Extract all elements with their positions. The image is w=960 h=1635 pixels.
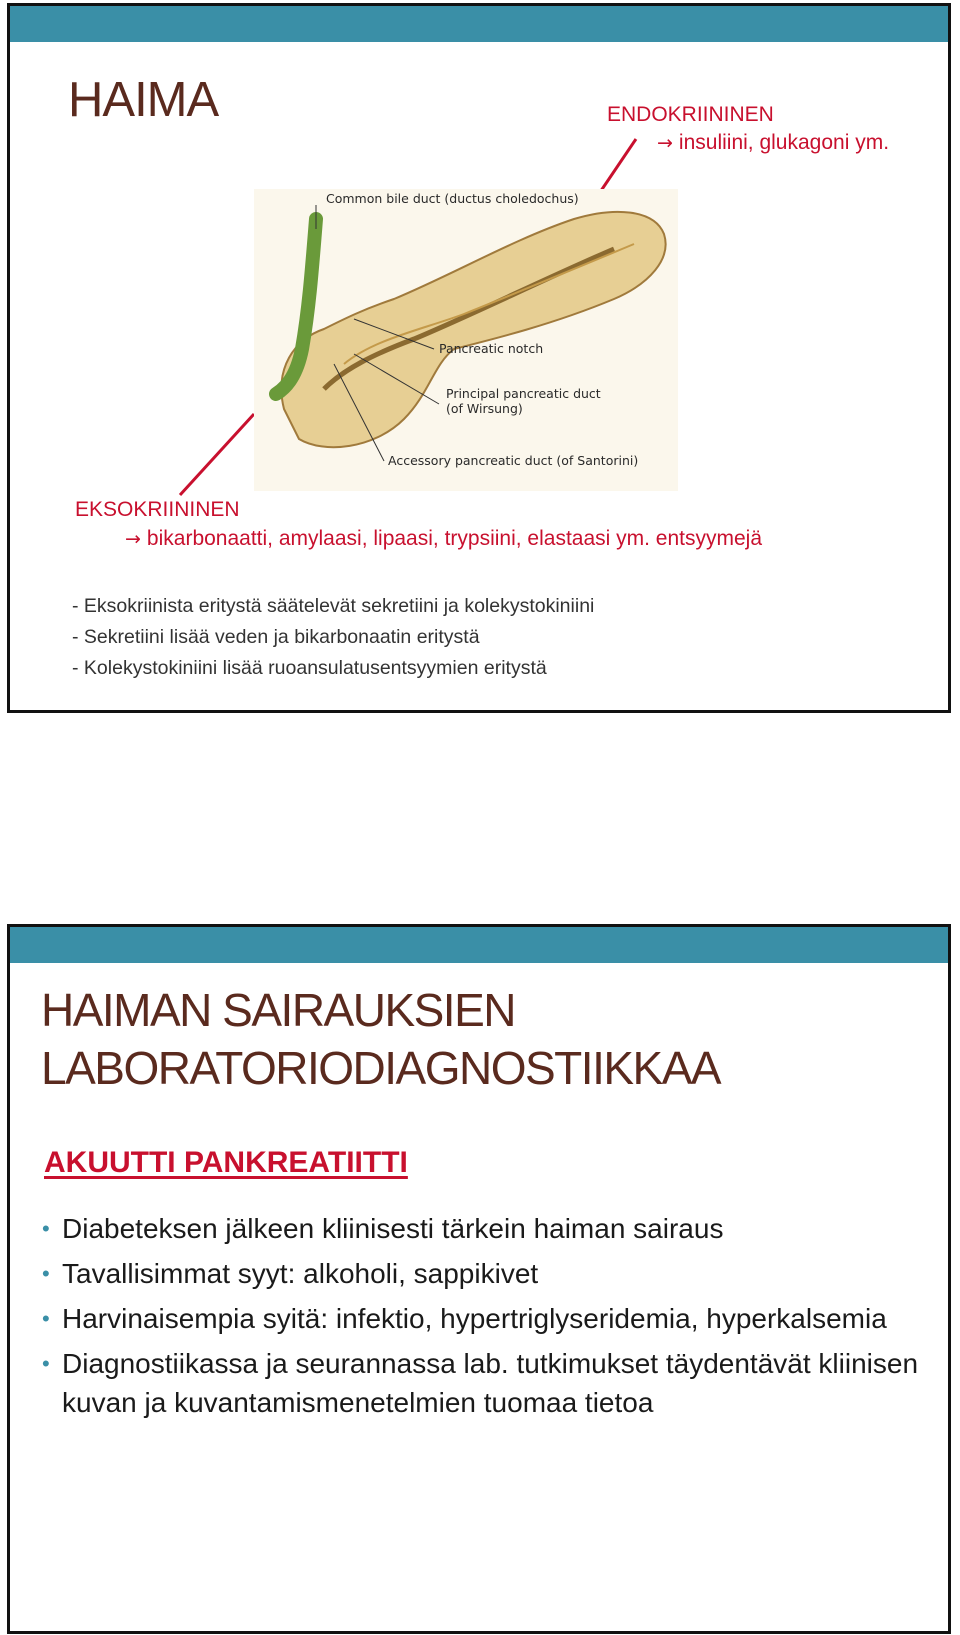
endocrine-products: insuliini, glukagoni ym. (678, 131, 890, 154)
section-heading: AKUUTTI PANKREATIITTI (44, 1146, 408, 1179)
arrow-right-icon: → (125, 528, 141, 550)
bile-duct-label: Common bile duct (ductus choledochus) (326, 191, 579, 206)
list-item (42, 1209, 922, 1248)
slide-title (41, 981, 720, 1097)
notch-label: Pancreatic notch (439, 341, 544, 356)
bullet-icon: • (42, 1351, 50, 1376)
bullet-icon: • (42, 1261, 50, 1286)
slide-lab-diagnostics (7, 924, 951, 1634)
list-item: - Eksokriinista eritystä säätelevät sekretiini ja kolekystokiniini (72, 595, 595, 617)
exocrine-pointer-line (180, 414, 254, 495)
pancreatitis-list (42, 1209, 922, 1428)
principal-duct-label-2: (of Wirsung) (446, 401, 523, 416)
exocrine-annotation (75, 495, 762, 554)
regulation-list (72, 591, 594, 684)
exocrine-heading: EKSOKRIININEN (75, 498, 240, 521)
exocrine-products: bikarbonaatti, amylaasi, lipaasi, trypsiini, elastaasi ym. entsyymejä (146, 527, 763, 550)
bullet-icon: • (42, 1216, 50, 1241)
list-item: - Kolekystokiniini lisää ruoansulatusentsyymien eritystä (72, 657, 547, 679)
pancreas-anatomy-image (254, 189, 678, 491)
list-item (42, 1344, 922, 1422)
arrow-right-icon: → (657, 132, 673, 154)
slide-title: HAIMA (68, 73, 219, 127)
slide-title-line: LABORATORIODIAGNOSTIIKKAA (41, 1042, 721, 1094)
slide-haima (7, 3, 951, 713)
bullet-icon: • (42, 1306, 50, 1331)
list-item (42, 1299, 922, 1338)
list-item: - Sekretiini lisää veden ja bikarbonaatin eritystä (72, 626, 480, 648)
list-item (42, 1254, 922, 1293)
list-item-text: Diagnostiikassa ja seurannassa lab. tutkimukset täydentävät kliinisen kuvan ja kuvantamismenetelmien tuomaa tietoa (62, 1348, 919, 1418)
list-item-text: Diabeteksen jälkeen kliinisesti tärkein haiman sairaus (62, 1213, 724, 1244)
endocrine-heading: ENDOKRIININEN (607, 103, 774, 126)
accessory-duct-label: Accessory pancreatic duct (of Santorini) (388, 453, 639, 468)
list-item-text: Tavallisimmat syyt: alkoholi, sappikivet (62, 1258, 539, 1289)
list-item-text: Harvinaisempia syitä: infektio, hypertriglyseridemia, hyperkalsemia (62, 1303, 887, 1334)
slide-title-line: HAIMAN SAIRAUKSIEN (41, 984, 515, 1036)
exocrine-products-line (75, 524, 762, 554)
slide-header-bar (10, 927, 948, 963)
principal-duct-label-1: Principal pancreatic duct (446, 386, 601, 401)
